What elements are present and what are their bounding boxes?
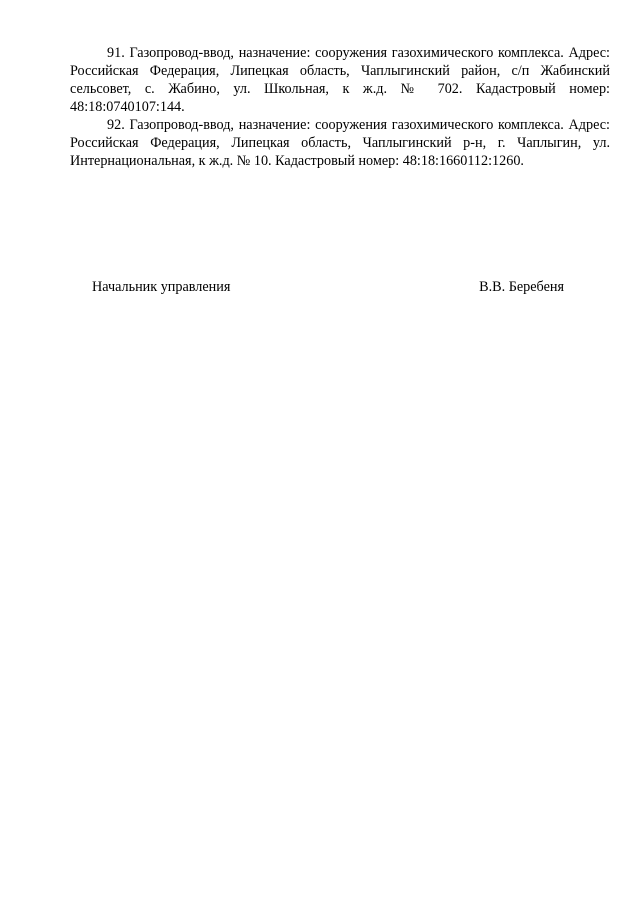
signature-block bbox=[92, 278, 564, 296]
list-item-91: 91. Газопровод-ввод, назначение: сооружения газохимического комплекса. Адрес: Российская Федерация, Липецкая область, Чаплыгинский район, с/п Жабинский сельсовет, с. Жабино, ул. Школьная, к ж.д. № 702. Кадастровый номер: 48:18:0740107:144. bbox=[70, 45, 610, 115]
document-body bbox=[70, 44, 610, 170]
list-item-92: 92. Газопровод-ввод, назначение: сооружения газохимического комплекса. Адрес: Российская Федерация, Липецкая область, Чаплыгинский р-н, г. Чаплыгин, ул. Интернациональная, к ж.д. № 10. Кадастровый номер: 48:18:1660112:1260. bbox=[70, 117, 610, 169]
signer-name: В.В. Беребеня bbox=[479, 279, 564, 295]
signer-position: Начальник управления bbox=[92, 279, 231, 295]
